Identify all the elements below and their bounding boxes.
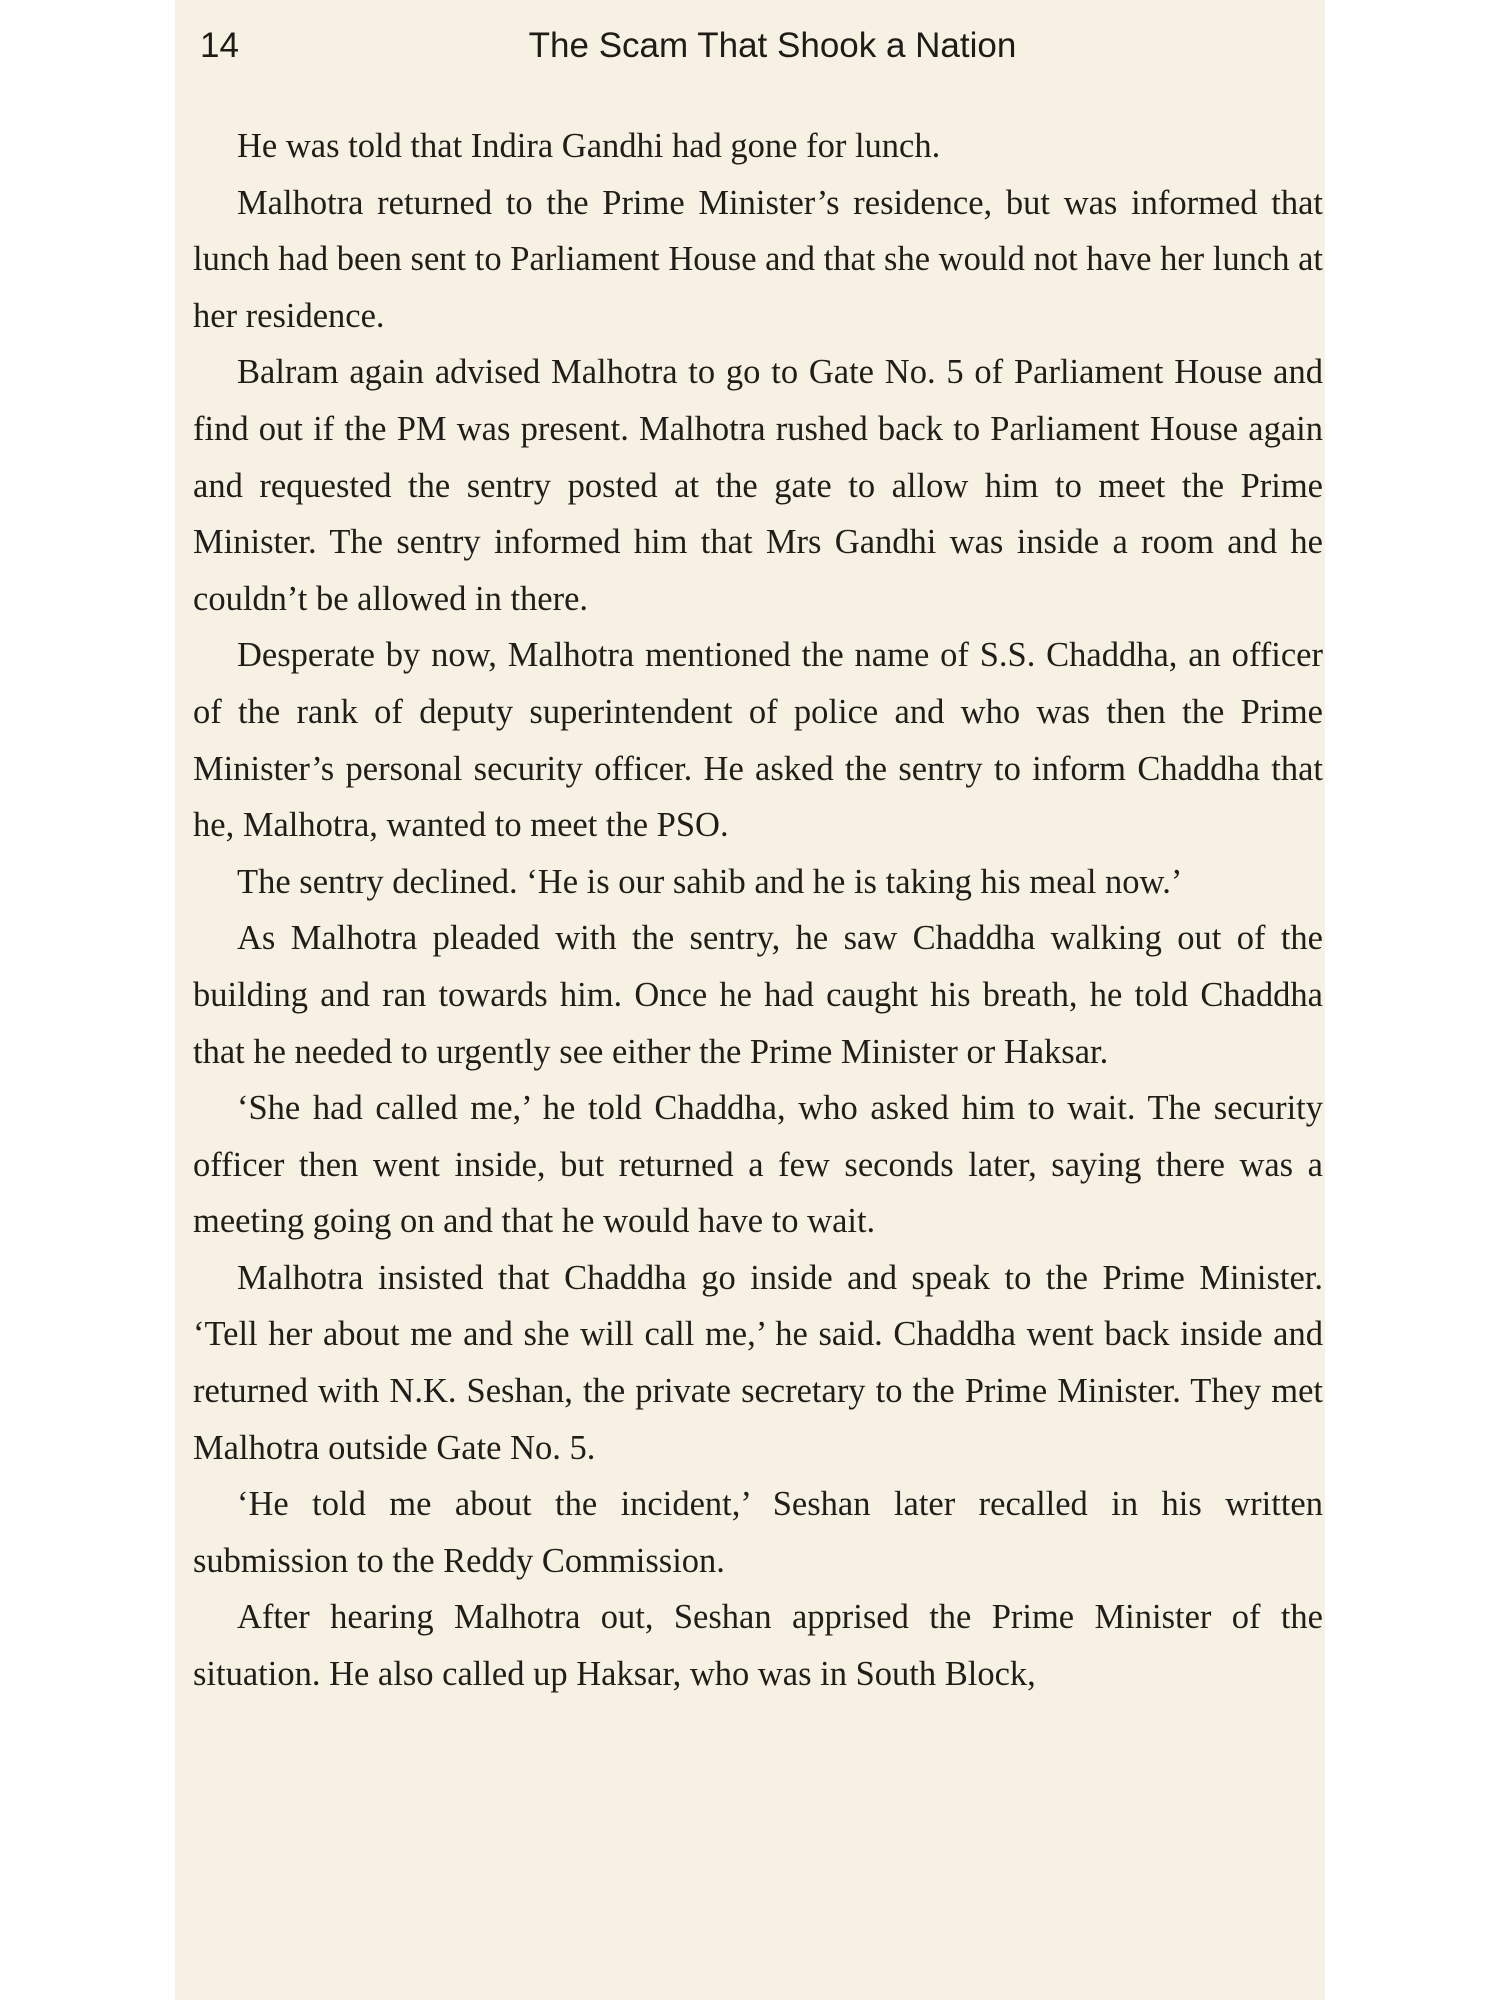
body-text <box>193 118 1323 1703</box>
paragraph: ‘She had called me,’ he told Chaddha, who asked him to wait. The security officer then went inside, but returned a few seconds later, saying there was a meeting going on and that he would have to wait. <box>193 1089 1323 1241</box>
paragraph: ‘He told me about the incident,’ Seshan later recalled in his written submission to the Reddy Commission. <box>193 1485 1323 1580</box>
paragraph: After hearing Malhotra out, Seshan apprised the Prime Minister of the situation. He also called up Haksar, who was in South Block, <box>193 1598 1323 1694</box>
paragraph: The sentry declined. ‘He is our sahib and he is taking his meal now.’ <box>237 862 1183 901</box>
paragraph: Malhotra insisted that Chaddha go inside and speak to the Prime Minister. ‘Tell her about me and she will call me,’ he said. Chaddha went back inside and returned with N.K. Seshan, the private secretary to the Prime Minister. They met Malhotra outside Gate No. 5. <box>193 1258 1323 1467</box>
paragraph: Balram again advised Malhotra to go to Gate No. 5 of Parliament House and find out if the PM was present. Malhotra rushed back to Parliament House again and requested the sentry posted at the gate to allow him to meet the Prime Minister. The sentry informed him that Mrs Gandhi was inside a room and he couldn’t be allowed in there. <box>193 353 1323 618</box>
paragraph: Malhotra returned to the Prime Minister’s residence, but was informed that lunch had been sent to Parliament House and that she would not have her lunch at her residence. <box>193 183 1323 335</box>
paragraph: He was told that Indira Gandhi had gone for lunch. <box>237 127 941 165</box>
page-number: 14 <box>200 26 239 65</box>
page-header <box>200 26 1305 76</box>
paragraph: Desperate by now, Malhotra mentioned the name of S.S. Chaddha, an officer of the rank of deputy superintendent of police and who was then the Prime Minister’s personal security officer. He asked the sentry to inform Chaddha that he, Malhotra, wanted to meet the PSO. <box>193 636 1323 845</box>
paragraph: As Malhotra pleaded with the sentry, he saw Chaddha walking out of the building and ran towards him. Once he had caught his breath, he told Chaddha that he needed to urgently see either the Prime Minister or Haksar. <box>193 919 1323 1071</box>
running-title: The Scam That Shook a Nation <box>528 26 1017 65</box>
book-page <box>175 0 1325 2000</box>
